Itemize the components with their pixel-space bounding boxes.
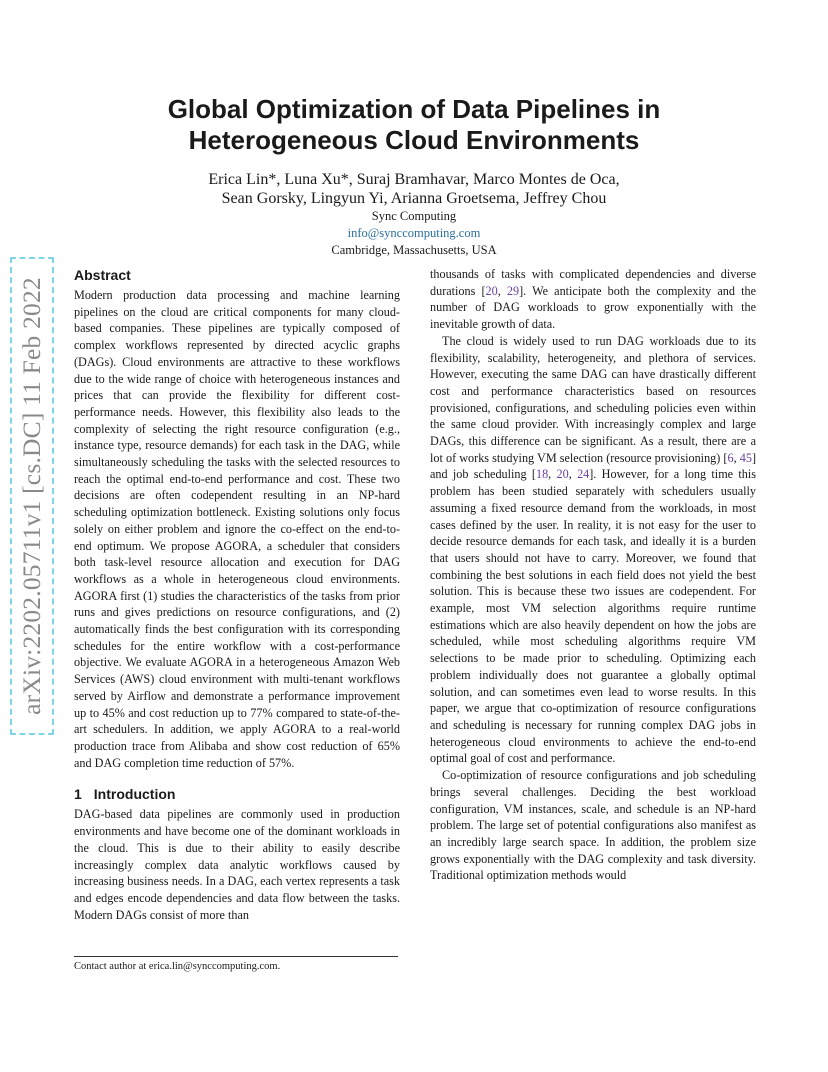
footnote-divider — [74, 956, 398, 957]
title-line-2: Heterogeneous Cloud Environments — [188, 125, 640, 155]
intro-section-number: 1 — [74, 786, 82, 803]
affiliation-location: Cambridge, Massachusetts, USA — [331, 243, 497, 257]
text-run: The cloud is widely used to run DAG workloads due to its flexibility, scalability, heterogeneity, and plethora of services. However, executing the same DAG can have drastically different cost and performance characteristics based on resources provisioned, configurations, and scheduling policies even within the same cloud provider. With increasingly complex and large DAGs, this difference can be significant. As a result, there are a lot of works studying VM selection (resource provisioning) [ — [430, 333, 756, 465]
citation-link[interactable]: 6 — [727, 450, 734, 465]
citation-link[interactable]: 24 — [577, 467, 590, 482]
intro-heading-text: Introduction — [93, 786, 176, 803]
affiliation — [74, 208, 754, 259]
title-line-1: Global Optimization of Data Pipelines in — [167, 94, 661, 124]
citation-link[interactable]: 29 — [506, 283, 520, 298]
intro-paragraph-3: Co-optimization of resource configurations and job scheduling brings several challenges. Deciding the best workload configuration, VM instances, scale, and schedule is an NP-hard problem. The large set of potential configurations also manifest as an incredibly large search space. In addition, the problem size grows exponentially with the DAG complexity and task diversity. Traditional optimization methods would — [430, 768, 756, 883]
citation-link[interactable]: 18 — [535, 467, 549, 482]
intro-paragraph-1: DAG-based data pipelines are commonly used in production environments and have become one of the dominant workloads in the cloud. This is due to their ability to easily describe increasingly complex data analytic workflows caused by increasing business needs. In a DAG, each vertex represents a task and edges encode dependencies and data flow between the tasks. Modern DAGs consist of more than — [74, 807, 400, 922]
affiliation-org: Sync Computing — [371, 209, 457, 223]
text-run: ] and job scheduling [ — [430, 450, 756, 482]
citation-link[interactable]: 20 — [556, 467, 569, 482]
author-list — [74, 170, 754, 208]
left-column — [74, 266, 400, 923]
text-run: , — [733, 450, 740, 465]
intro-heading — [74, 785, 400, 803]
citation-link[interactable]: 45 — [739, 450, 752, 465]
text-run: , — [497, 283, 507, 298]
affiliation-email-link[interactable]: info@synccomputing.com — [347, 226, 481, 240]
right-column — [430, 266, 756, 884]
text-run: , — [548, 467, 557, 482]
abstract-text: Modern production data processing and machine learning pipelines on the cloud are critical components for many cloud-based companies. These pipelines are typically composed of complex workflows represented by directed acyclic graphs (DAGs). Cloud environments are attractive to these workflows due to the wide range of choice with heterogeneous instances and prices that can provide the flexibility for different cost-performance needs. However, this flexibility also leads to the complexity of selecting the right resource configuration (e.g., instance type, resource demands) for each task in the DAG, while simultaneously scheduling the tasks with the selected resources to reach the optimal end-to-end performance and cost. These two decisions are often codependent resulting in an NP-hard scheduling optimization bottleneck. Existing solutions only focus solely on either problem and ignore the co-effect on the end-to-end optimum. We propose AGORA, a scheduler that considers both task-level resource allocation and execution for DAG workflows as a whole in heterogeneous cloud environments. AGORA first (1) studies the characteristics of the tasks from prior runs and gives predictions on resource configurations, and (2) automatically finds the best configuration with its corresponding schedules for the entire workflow with a cost-performance objective. We evaluate AGORA in a heterogeneous Amazon Web Services (AWS) cloud environment with multi-tenant workflows served by Airflow and demonstrate a performance improvement up to 45% and cost reduction up to 77% compared to state-of-the-art schedulers. In addition, we apply AGORA to a real-world production trace from Alibaba and show cost reduction of 65% and DAG completion time reduction of 57%. — [74, 288, 400, 770]
arxiv-id: arXiv:2202.05711v1 [cs.DC] 11 Feb 2022 — [17, 277, 46, 715]
text-run: ]. However, for a long time this problem has been studied separately with schedulers usually assuming a fixed resource demand from the workloads, in most cases defined by the user. In reality, it is not easy for the user to decide resource demands for each task, and ideally it is a burden that users should not have to carry. Moreover, we found that combining the best solutions in each field does not yield the best solution. This is because these two issues are codependent. For example, most VM selection algorithms require runtime estimations which are also heavily dependent on how the jobs are scheduled, while most scheduling algorithms require VM selections to be made prior to scheduling. Optimizing each problem individually does not guarantee a globally optimal solution, and can sometimes even lead to worse results. In this paper, we argue that co-optimization of resource configurations and scheduling is necessary for running complex DAG jobs in heterogeneous cloud environments to achieve the end-to-end optimal goal of cost and performance. — [430, 467, 756, 766]
abstract-heading: Abstract — [74, 267, 131, 283]
author-line-1: Erica Lin*, Luna Xu*, Suraj Bramhavar, Marco Montes de Oca, — [208, 171, 620, 188]
arxiv-watermark — [10, 257, 54, 735]
intro-paragraph-1-cont — [430, 266, 756, 333]
paper-title — [74, 94, 754, 156]
text-run: ]. We anticipate both the complexity and the number of DAG workloads to grow exponentially with the inevitable growth of data. — [430, 283, 756, 332]
intro-paragraph-2 — [430, 333, 756, 767]
citation-link[interactable]: 20 — [485, 283, 498, 298]
text-run: thousands of tasks with complicated dependencies and diverse durations [ — [430, 267, 756, 298]
text-run: , — [568, 467, 578, 482]
footnote: Contact author at erica.lin@synccomputing.com. — [74, 961, 281, 972]
author-line-2: Sean Gorsky, Lingyun Yi, Arianna Groetsema, Jeffrey Chou — [221, 190, 607, 207]
